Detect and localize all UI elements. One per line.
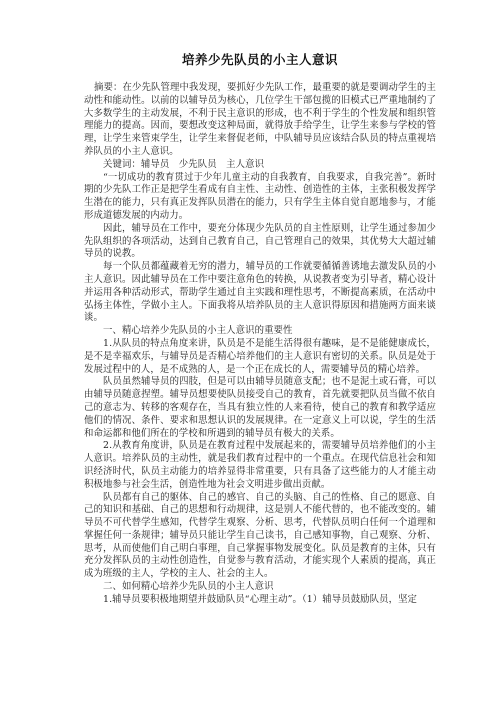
abstract-paragraph: 摘要：在少先队管理中我发现，要抓好少先队工作，最重要的就是要调动学生的主动性和能动性。以前的以辅导员为核心，几位学生干部包揽的旧模式已严重地制约了大多数学生的主动发展，不利于民主意识的形成，也不利于学生的个性发展和组织管理能力的提高。因而，要想改变这种局面，就得放手给学生，让学生来参与学校的管理，让学生来管束学生，让学生来督促老师，中队辅导员应该结合队员的特点重视培养队员的小主人意识。 xyxy=(84,82,436,157)
body-paragraph: 2.从教育角度讲，队员是在教育过程中发展起来的，需要辅导员培养他们的小主人意识。培养队员的主动性，就是我们教育过程中的一个重点。在现代信息社会和知识经济时代，队员主动能力的培养显得非常重要，只有具备了这些能力的人才能主动积极地参与社会生活，创造性地为社会文明进步做出贡献。 xyxy=(84,440,436,490)
body-paragraph: 队员虽然辅导员的四肢，但是可以由辅导员随意支配；也不是泥土或石膏，可以由辅导员随意捏塑。辅导员想要使队员接受自己的教育，首先就要把队员当做不依自己的意志为、转移的客观存在，当具有独立性的人来看待，使自己的教育和教学适应他们的情况、条件、要求和思想认识的发展规律。在一定意义上可以说，学生的生活和命运都和他们所在的学校和所遇到的辅导员有极大的关系。 xyxy=(84,376,436,439)
body-paragraph: 因此，辅导员在工作中，要充分体现少先队员的自主性原则，让学生通过参加少先队组织的各项活动，达到自己教育自己，自己管理自己的效果，其优势大大超过辅导员的说教。 xyxy=(84,222,436,260)
body-paragraph: 每一个队员都蕴藏着无穷的潜力，辅导员的工作就要循循善诱地去激发队员的小主人意识。因此辅导员在工作中要注意角色的转换，从说教者变为引导者，精心设计并运用各种活动形式，帮助学生通过自主实践和理性思考，不断提高素质，在活动中弘扬主体性，学做小主人。下面我将从培养队员的主人意识得原因和措施两方面来谈谈。 xyxy=(84,261,436,324)
body-paragraph: 队员都有自己的躯体、自己的感官、自己的头脑、自己的性格、自己的愿意、自己的知识和基础、自己的思想和行动规律，这是别人不能代替的，也不能改变的。辅导员不可代替学生感知，代替学生观察、分析、思考，代替队员明白任何一个道理和掌握任何一条规律；辅导员只能让学生自己读书，自己感知事物，自己观察、分析、思考，从而使他们自己明白事理，自己掌握事物发展变化。队员是教育的主体，只有充分发挥队员的主动性创造性，自觉参与教育活动，才能实现个人素质的提高，真正成为班级的主人，学校的主人、社会的主人。 xyxy=(84,491,436,580)
section-heading: 一、精心培养少先队员的小主人意识的重要性 xyxy=(103,325,293,337)
section-heading: 二、如何精心培养少先队员的小主人意识 xyxy=(103,581,274,593)
keywords-paragraph: 关键词：辅导员 少先队员 主人意识 xyxy=(103,158,265,170)
body-paragraph: “一切成功的教育贯过于少年儿童主动的自我教育，自我要求，自我完善”。新时期的少先队工作正是把学生看成有自主性、主动性、创造性的主体，主张积极发挥学生潜在的能力，只有真正发挥队员潜在的能力，只有学生主体自觉自愿地参与，才能形成道德发展的内动力。 xyxy=(84,171,436,221)
document-title: 培养少先队员的小主人意识 xyxy=(181,52,338,67)
body-paragraph: 1.从队员的特点角度来讲，队员是不是能生活得很有趣味，是不是能健康成长，是不是幸福欢乐，与辅导员是否精心培养他们的主人意识有密切的关系。队员是处于发展过程中的人，是不成熟的人，是一个正在成长的人，需要辅导员的精心培养。 xyxy=(84,337,436,375)
body-paragraph: 1.辅导员要积极地期望并鼓励队员“心理主动”。（1）辅导员鼓励队员，坚定 xyxy=(103,593,418,605)
